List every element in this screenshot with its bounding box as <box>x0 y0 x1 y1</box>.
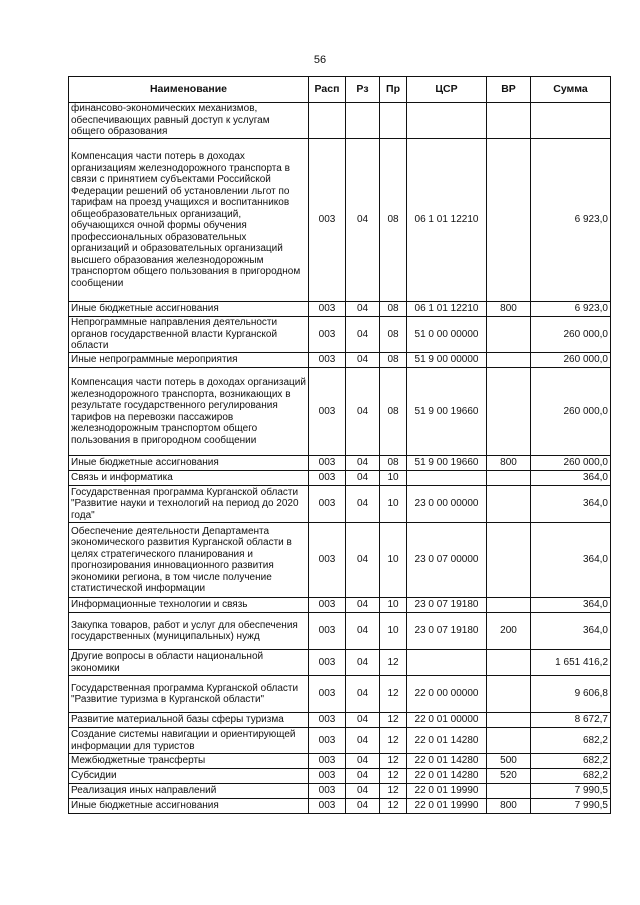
cell-vr <box>487 784 531 799</box>
cell-sum: 6 923,0 <box>531 139 611 302</box>
cell-vr: 200 <box>487 613 531 650</box>
cell-csr: 23 0 07 19180 <box>407 613 487 650</box>
table-body <box>69 103 611 814</box>
cell-vr: 800 <box>487 456 531 471</box>
cell-rasp: 003 <box>309 769 346 784</box>
cell-rasp: 003 <box>309 728 346 754</box>
cell-sum: 8 672,7 <box>531 713 611 728</box>
cell-csr <box>407 471 487 486</box>
cell-vr <box>487 728 531 754</box>
table-row <box>69 353 611 368</box>
cell-vr <box>487 368 531 456</box>
cell-pr: 12 <box>380 676 407 713</box>
cell-csr: 51 9 00 19660 <box>407 368 487 456</box>
cell-pr: 08 <box>380 302 407 317</box>
cell-pr: 12 <box>380 754 407 769</box>
cell-name: Другие вопросы в области национальной экономики <box>69 650 309 676</box>
cell-rz: 04 <box>346 139 380 302</box>
cell-name: Связь и информатика <box>69 471 309 486</box>
cell-rasp: 003 <box>309 302 346 317</box>
cell-sum: 9 606,8 <box>531 676 611 713</box>
cell-rasp: 003 <box>309 598 346 613</box>
cell-pr: 10 <box>380 523 407 598</box>
cell-pr: 10 <box>380 486 407 523</box>
cell-rasp: 003 <box>309 317 346 353</box>
cell-csr <box>407 650 487 676</box>
cell-sum: 7 990,5 <box>531 784 611 799</box>
cell-csr: 23 0 00 00000 <box>407 486 487 523</box>
cell-name: Реализация иных направлений <box>69 784 309 799</box>
header-rz: Рз <box>346 77 380 103</box>
cell-csr: 51 9 00 19660 <box>407 456 487 471</box>
cell-pr: 12 <box>380 728 407 754</box>
cell-csr <box>407 103 487 139</box>
cell-sum: 364,0 <box>531 613 611 650</box>
cell-rasp: 003 <box>309 713 346 728</box>
cell-rasp: 003 <box>309 799 346 814</box>
cell-name: Иные бюджетные ассигнования <box>69 302 309 317</box>
cell-sum: 6 923,0 <box>531 302 611 317</box>
cell-name: Создание системы навигации и ориентирующей информации для туристов <box>69 728 309 754</box>
cell-rasp: 003 <box>309 456 346 471</box>
cell-sum: 364,0 <box>531 471 611 486</box>
cell-vr <box>487 139 531 302</box>
cell-rz: 04 <box>346 769 380 784</box>
cell-csr: 06 1 01 12210 <box>407 302 487 317</box>
cell-rasp: 003 <box>309 353 346 368</box>
table-row <box>69 728 611 754</box>
cell-pr: 10 <box>380 471 407 486</box>
cell-name: Непрограммные направления деятельности органов государственной власти Курганской области <box>69 317 309 353</box>
cell-rz: 04 <box>346 302 380 317</box>
cell-rz: 04 <box>346 799 380 814</box>
cell-name: Государственная программа Курганской области "Развитие туризма в Курганской области" <box>69 676 309 713</box>
header-csr: ЦСР <box>407 77 487 103</box>
cell-rz: 04 <box>346 754 380 769</box>
cell-sum: 7 990,5 <box>531 799 611 814</box>
cell-name: Закупка товаров, работ и услуг для обеспечения государственных (муниципальных) нужд <box>69 613 309 650</box>
cell-rasp <box>309 103 346 139</box>
cell-name: Обеспечение деятельности Департамента экономического развития Курганской области в целях стратегического планирования и прогнозирования инновационного развития экономики региона, в том числе получение статистической информации <box>69 523 309 598</box>
cell-rasp: 003 <box>309 754 346 769</box>
cell-pr: 12 <box>380 799 407 814</box>
header-pr: Пр <box>380 77 407 103</box>
cell-name: Иные непрограммные мероприятия <box>69 353 309 368</box>
cell-sum: 682,2 <box>531 754 611 769</box>
cell-csr: 51 9 00 00000 <box>407 353 487 368</box>
table-row <box>69 613 611 650</box>
table-row <box>69 799 611 814</box>
cell-vr <box>487 471 531 486</box>
cell-rasp: 003 <box>309 523 346 598</box>
cell-name: Субсидии <box>69 769 309 784</box>
cell-pr: 08 <box>380 368 407 456</box>
cell-csr: 23 0 07 19180 <box>407 598 487 613</box>
table-row <box>69 103 611 139</box>
cell-sum: 260 000,0 <box>531 317 611 353</box>
cell-name: Компенсация части потерь в доходах организациям железнодорожного транспорта в связи с принятием субъектами Российской Федерации решений об установлении льгот по тарифам на проезд учащихся и воспитанников общеобразовательных организаций, обучающихся очной формы обучения профессиональных образовательных организаций и образовательных организаций высшего образования железнодорожным транспортом общего пользования в пригородном сообщении <box>69 139 309 302</box>
cell-csr: 22 0 01 14280 <box>407 769 487 784</box>
cell-vr: 500 <box>487 754 531 769</box>
cell-pr: 08 <box>380 456 407 471</box>
cell-rz: 04 <box>346 784 380 799</box>
cell-rz: 04 <box>346 650 380 676</box>
cell-pr <box>380 103 407 139</box>
cell-csr: 06 1 01 12210 <box>407 139 487 302</box>
cell-sum: 682,2 <box>531 728 611 754</box>
cell-vr: 800 <box>487 799 531 814</box>
cell-sum: 260 000,0 <box>531 456 611 471</box>
cell-name: Иные бюджетные ассигнования <box>69 456 309 471</box>
cell-rz: 04 <box>346 523 380 598</box>
cell-rz: 04 <box>346 486 380 523</box>
cell-csr: 22 0 00 00000 <box>407 676 487 713</box>
cell-csr: 23 0 07 00000 <box>407 523 487 598</box>
cell-rz <box>346 103 380 139</box>
cell-sum: 1 651 416,2 <box>531 650 611 676</box>
cell-vr: 800 <box>487 302 531 317</box>
cell-sum <box>531 103 611 139</box>
cell-pr: 10 <box>380 598 407 613</box>
cell-name: Иные бюджетные ассигнования <box>69 799 309 814</box>
cell-vr <box>487 650 531 676</box>
cell-name: Межбюджетные трансферты <box>69 754 309 769</box>
cell-vr <box>487 598 531 613</box>
table-row <box>69 302 611 317</box>
cell-vr <box>487 676 531 713</box>
cell-csr: 22 0 01 19990 <box>407 799 487 814</box>
table-row <box>69 368 611 456</box>
table-row <box>69 456 611 471</box>
header-name: Наименование <box>69 77 309 103</box>
cell-csr: 51 0 00 00000 <box>407 317 487 353</box>
cell-pr: 10 <box>380 613 407 650</box>
cell-rz: 04 <box>346 353 380 368</box>
cell-pr: 12 <box>380 769 407 784</box>
cell-name: Развитие материальной базы сферы туризма <box>69 713 309 728</box>
cell-rasp: 003 <box>309 139 346 302</box>
cell-vr <box>487 353 531 368</box>
cell-pr: 12 <box>380 713 407 728</box>
cell-vr: 520 <box>487 769 531 784</box>
cell-rasp: 003 <box>309 676 346 713</box>
cell-csr: 22 0 01 19990 <box>407 784 487 799</box>
table-row <box>69 676 611 713</box>
table-row <box>69 650 611 676</box>
cell-vr <box>487 317 531 353</box>
cell-csr: 22 0 01 14280 <box>407 754 487 769</box>
cell-sum: 260 000,0 <box>531 368 611 456</box>
cell-name: Компенсация части потерь в доходах организаций железнодорожного транспорта, возникающих в результате государственного регулирования тарифов на перевозки пассажиров железнодорожным транспортом общего пользования в пригородном сообщении <box>69 368 309 456</box>
table-row <box>69 754 611 769</box>
cell-rasp: 003 <box>309 368 346 456</box>
cell-rasp: 003 <box>309 471 346 486</box>
cell-rasp: 003 <box>309 486 346 523</box>
table-row <box>69 713 611 728</box>
cell-rz: 04 <box>346 471 380 486</box>
cell-name: Государственная программа Курганской области "Развитие науки и технологий на период до 2020 года" <box>69 486 309 523</box>
page-number: 56 <box>313 54 327 66</box>
header-rasp: Расп <box>309 77 346 103</box>
table-row <box>69 784 611 799</box>
cell-pr: 08 <box>380 139 407 302</box>
cell-sum: 260 000,0 <box>531 353 611 368</box>
table-row <box>69 523 611 598</box>
budget-table <box>68 76 611 814</box>
table-row <box>69 769 611 784</box>
cell-pr: 12 <box>380 784 407 799</box>
cell-name: Информационные технологии и связь <box>69 598 309 613</box>
cell-vr <box>487 103 531 139</box>
cell-pr: 08 <box>380 317 407 353</box>
cell-rz: 04 <box>346 368 380 456</box>
cell-rz: 04 <box>346 613 380 650</box>
cell-sum: 364,0 <box>531 486 611 523</box>
cell-rasp: 003 <box>309 784 346 799</box>
table-header-row <box>69 77 611 103</box>
cell-rz: 04 <box>346 713 380 728</box>
table-row <box>69 317 611 353</box>
cell-pr: 08 <box>380 353 407 368</box>
table-row <box>69 486 611 523</box>
cell-rasp: 003 <box>309 613 346 650</box>
cell-rz: 04 <box>346 317 380 353</box>
cell-sum: 364,0 <box>531 598 611 613</box>
header-sum: Сумма <box>531 77 611 103</box>
table-row <box>69 471 611 486</box>
cell-rz: 04 <box>346 728 380 754</box>
header-vr: ВР <box>487 77 531 103</box>
table-row <box>69 598 611 613</box>
cell-rasp: 003 <box>309 650 346 676</box>
cell-sum: 364,0 <box>531 523 611 598</box>
cell-vr <box>487 523 531 598</box>
cell-vr <box>487 713 531 728</box>
cell-sum: 682,2 <box>531 769 611 784</box>
cell-vr <box>487 486 531 523</box>
cell-csr: 22 0 01 00000 <box>407 713 487 728</box>
cell-pr: 12 <box>380 650 407 676</box>
cell-name: финансово-экономических механизмов, обеспечивающих равный доступ к услугам общего образования <box>69 103 309 139</box>
table-row <box>69 139 611 302</box>
cell-rz: 04 <box>346 456 380 471</box>
cell-csr: 22 0 01 14280 <box>407 728 487 754</box>
cell-rz: 04 <box>346 598 380 613</box>
cell-rz: 04 <box>346 676 380 713</box>
